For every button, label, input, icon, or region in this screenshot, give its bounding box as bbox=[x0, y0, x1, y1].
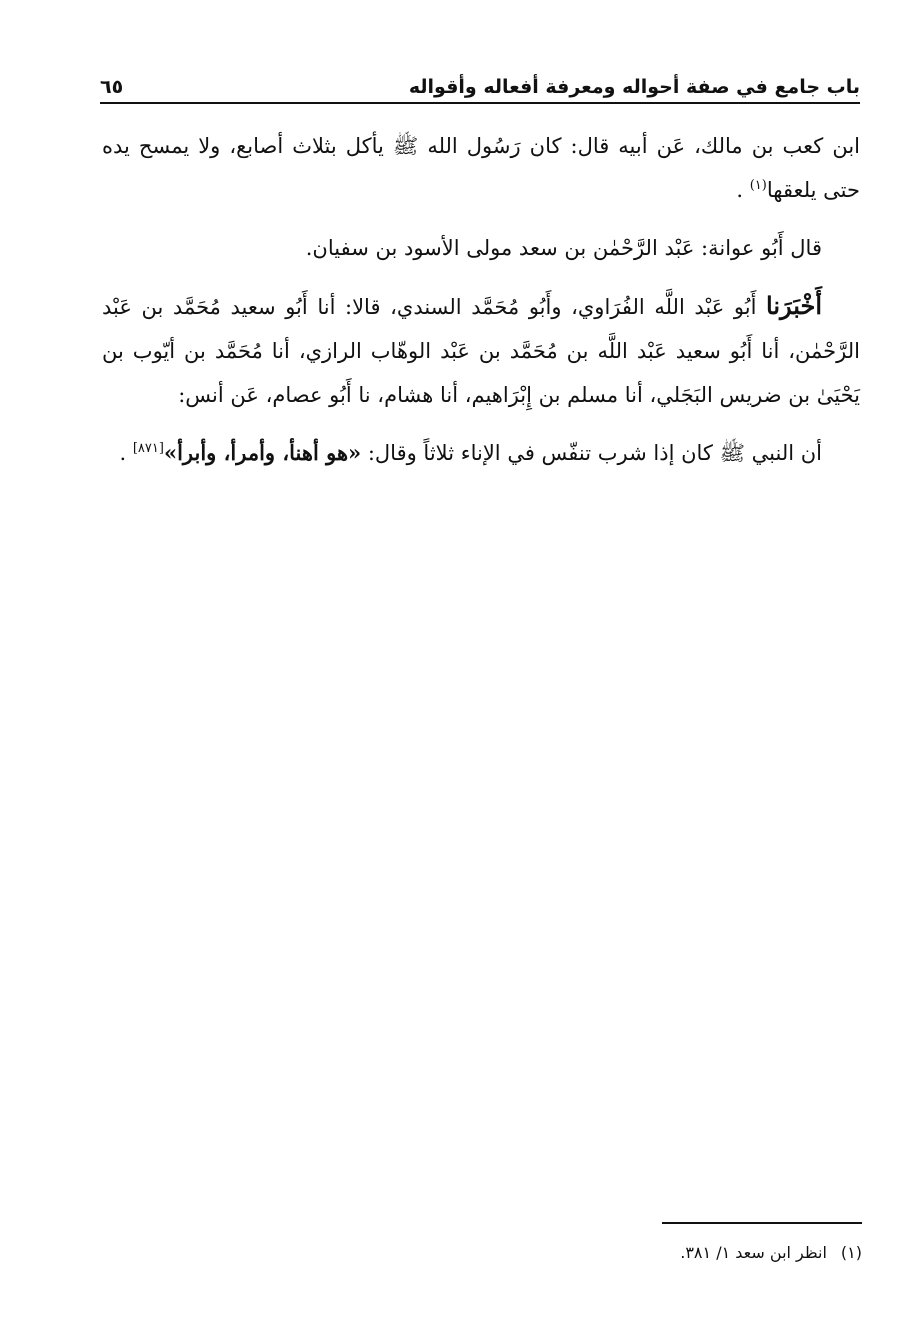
paragraph-4 bbox=[102, 431, 860, 475]
paragraph-2-text: قال أَبُو عوانة: عَبْد الرَّحْمٰن بن سعد مولى الأسود بن سفيان. bbox=[305, 236, 822, 260]
footnote-text: انظر ابن سعد ١/ ٣٨١. bbox=[680, 1243, 827, 1262]
paragraph-1-text: ابن كعب بن مالك، عَن أبيه قال: كان رَسُول الله ﷺ يأكل بثلاث أصابع، ولا يمسح يده حتى يلعقها bbox=[102, 134, 860, 202]
paragraph-3 bbox=[102, 284, 860, 417]
main-text bbox=[102, 124, 860, 489]
running-header bbox=[100, 62, 860, 104]
footnote-ref-1: (١) bbox=[749, 178, 767, 193]
paragraph-2 bbox=[102, 226, 860, 270]
footnote-divider bbox=[662, 1222, 862, 1224]
isnad-lead-word: أَخْبَرَنا bbox=[766, 291, 822, 320]
page-number: ٦٥ bbox=[100, 76, 124, 98]
paragraph-1-end: . bbox=[736, 178, 750, 202]
hadith-number: [٨٧١] bbox=[132, 441, 164, 456]
hadith-quote: «هو أهنأ، وأمرأ، وأبرأ» bbox=[163, 440, 362, 465]
footnote-number: (١) bbox=[840, 1243, 862, 1262]
hadith-text: أن النبي ﷺ كان إذا شرب تنفّس في الإناء ثلاثاً وقال: bbox=[361, 441, 822, 465]
paragraph-1 bbox=[102, 124, 860, 212]
running-title: باب جامع في صفة أحواله ومعرفة أفعاله وأقواله bbox=[408, 76, 860, 98]
paragraph-4-end: . bbox=[119, 441, 133, 465]
footnote bbox=[102, 1240, 862, 1266]
isnad-chain: أَبُو عَبْد اللَّه الفُرَاوي، وأَبُو مُحَمَّد السندي، قالا: أنا أَبُو سعيد مُحَمَّد بن عَبْد الرَّحْمٰن، أنا أَبُو سعيد عَبْد اللَّه بن مُحَمَّد بن عَبْد الوهّاب الرازي، أنا مُحَمَّد بن أيّوب بن يَحْيَىٰ بن ضريس البَجَلي، أنا مسلم بن إِبْرَاهيم، أنا هشام، نا أَبُو عصام، عَن أنس: bbox=[102, 295, 860, 407]
